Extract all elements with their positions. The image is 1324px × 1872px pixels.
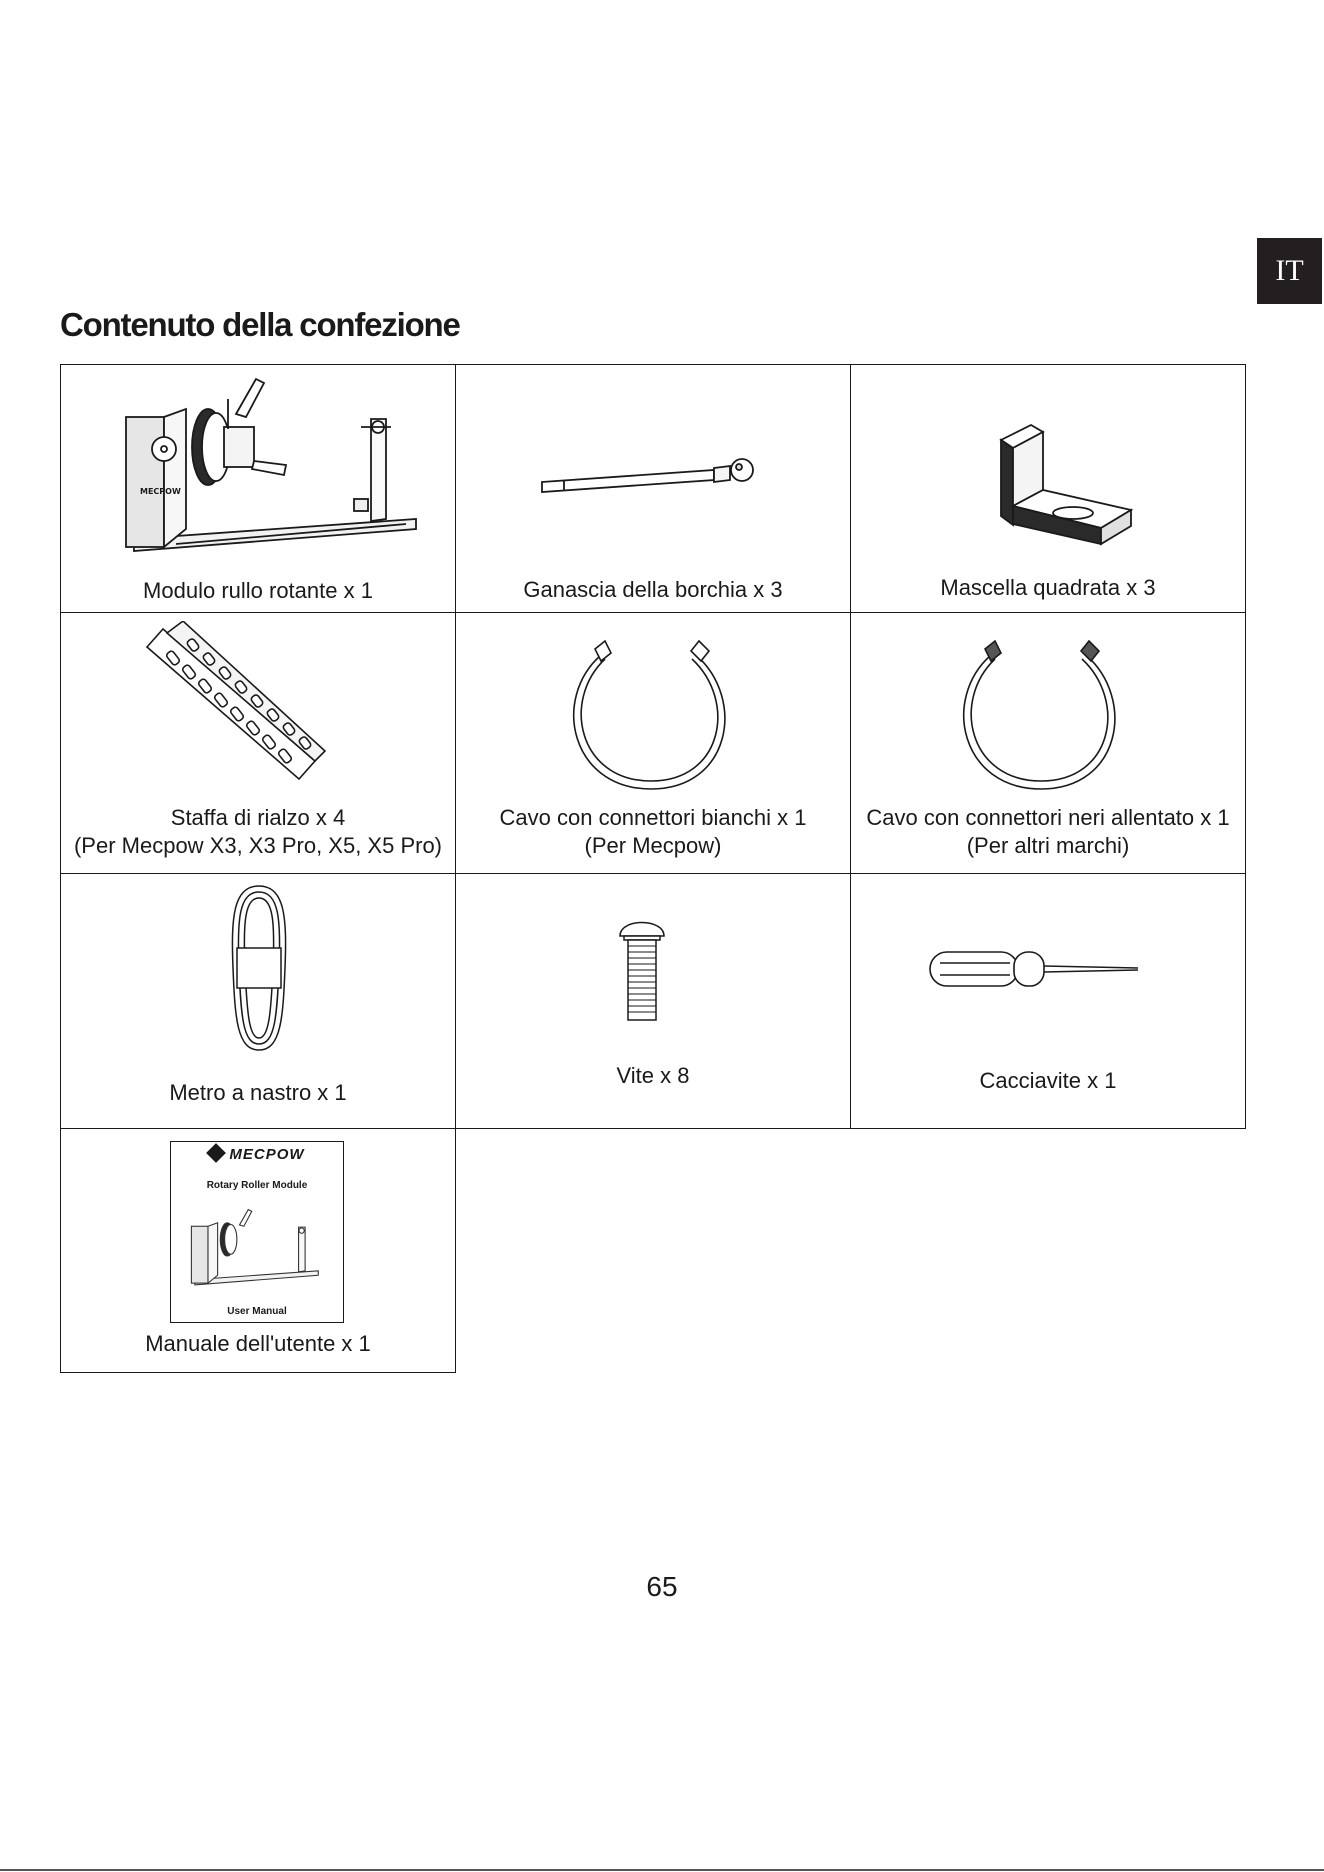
item-label: Modulo rullo rotante x 1 [143,578,373,603]
language-tab: IT [1257,238,1322,304]
item-label: Staffa di rialzo x 4 [170,805,346,830]
item-cell-stud-jaw [455,364,851,613]
manual-cover [170,1141,344,1323]
item-cell-black-cable [850,612,1246,874]
bottom-rule [0,1869,1324,1871]
item-cell-tape-measure [60,873,456,1129]
manual-cover-title: Rotary Roller Module [206,1180,308,1191]
item-label: Vite x 8 [616,1063,690,1088]
item-label: Mascella quadrata x 3 [940,575,1156,600]
screwdriver-illustration [926,944,1146,994]
item-cell-screwdriver [850,873,1246,1129]
black-connector-cable-illustration [951,629,1131,797]
item-label: Ganascia della borchia x 3 [523,577,783,602]
stud-jaw-illustration [534,440,774,510]
item-note: (Per altri marchi) [966,833,1130,858]
item-label: Cavo con connettori bianchi x 1 [499,805,807,830]
page-number: 65 [646,1571,678,1602]
section-title: Contenuto della confezione [60,306,460,343]
item-note: (Per Mecpow) [584,833,722,858]
manual-brand-logo: MECPOW [171,1146,343,1163]
item-note: (Per Mecpow X3, X3 Pro, X5, X5 Pro) [73,833,443,858]
item-cell-screw [455,873,851,1129]
white-connector-cable-illustration [561,629,741,797]
package-contents-grid [60,364,1246,1373]
tape-measure-illustration [219,878,299,1058]
item-label: Metro a nastro x 1 [169,1080,347,1105]
riser-bracket-illustration [139,621,329,791]
square-jaw-illustration [991,420,1141,550]
item-label: Cacciavite x 1 [979,1068,1117,1093]
item-label: Manuale dell'utente x 1 [145,1331,371,1356]
item-cell-rotary-roller [60,364,456,613]
svg-text:MECPOW: MECPOW [140,487,181,496]
item-cell-riser-bracket [60,612,456,874]
item-cell-square-jaw [850,364,1246,613]
manual-cover-subtitle: User Manual [227,1306,287,1317]
item-cell-white-cable [455,612,851,874]
brand-logo-icon [207,1143,227,1163]
screw-illustration [618,912,666,1024]
item-cell-user-manual [60,1128,456,1373]
rotary-roller-illustration [116,369,436,569]
manual-cover-illustration [187,1204,327,1294]
item-label: Cavo con connettori neri allentato x 1 [866,805,1230,830]
